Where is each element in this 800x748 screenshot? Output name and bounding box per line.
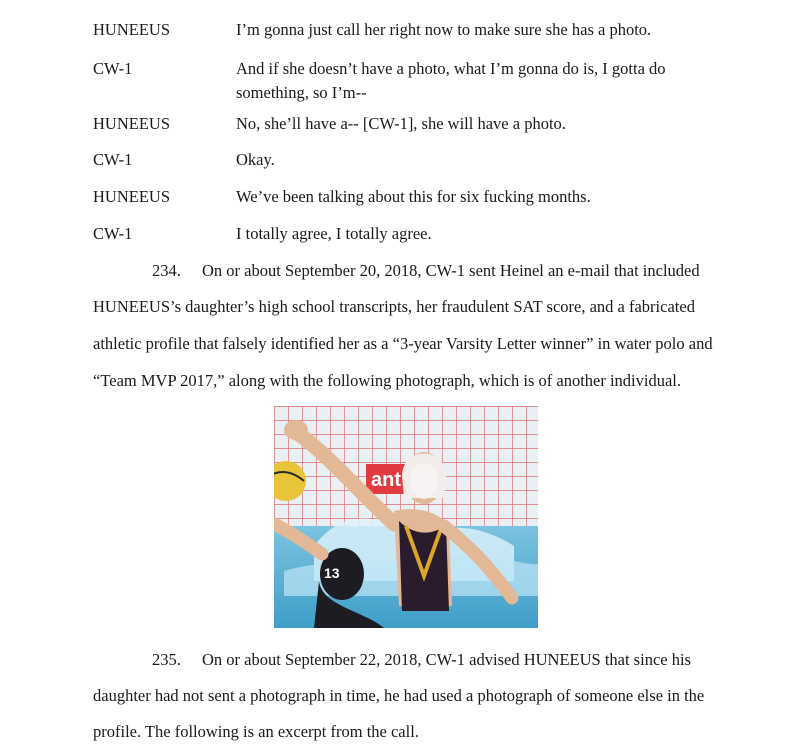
paragraph-number: 235. <box>152 650 181 669</box>
cap-number: 13 <box>324 565 340 581</box>
paragraph-text: On or about September 20, 2018, CW-1 sent Heinel an e-mail that included <box>202 261 700 280</box>
speaker-name: CW-1 <box>93 150 133 169</box>
paragraph-234-line <box>93 259 772 283</box>
paragraph-text: On or about September 22, 2018, CW-1 advised HUNEEUS that since his <box>202 650 691 669</box>
speech-text: Okay. <box>236 150 275 169</box>
speaker-name: CW-1 <box>93 59 133 78</box>
speech-text: I totally agree, I totally agree. <box>236 224 432 243</box>
paragraph-235-line: profile. The following is an excerpt from the call. <box>93 722 419 741</box>
banner-text: ant <box>371 469 401 491</box>
speaker-name: HUNEEUS <box>93 114 170 133</box>
paragraph-234-line: HUNEEUS’s daughter’s high school transcripts, her fraudulent SAT score, and a fabricated <box>93 297 695 316</box>
speech-text: We’ve been talking about this for six fucking months. <box>236 187 591 206</box>
water-polo-photograph <box>274 406 538 628</box>
paragraph-234-line: athletic profile that falsely identified her as a “3-year Varsity Letter winner” in water polo and <box>93 334 713 353</box>
paragraph-234-line: “Team MVP 2017,” along with the following photograph, which is of another individual. <box>93 371 682 390</box>
speaker-name: CW-1 <box>93 224 133 243</box>
paragraph-235-line: daughter had not sent a photograph in time, he had used a photograph of someone else in the <box>93 686 705 705</box>
paragraph-235-line <box>93 648 772 672</box>
photo-illustration <box>274 406 538 628</box>
speaker-name: HUNEEUS <box>93 187 170 206</box>
speech-text: No, she’ll have a-- [CW-1], she will have a photo. <box>236 114 566 133</box>
paragraph-number: 234. <box>152 261 181 280</box>
speech-text: And if she doesn’t have a photo, what I’m gonna do is, I gotta do something, so I’m-- <box>236 59 666 102</box>
speech-text: I’m gonna just call her right now to make sure she has a photo. <box>236 20 652 39</box>
speaker-name: HUNEEUS <box>93 20 170 39</box>
